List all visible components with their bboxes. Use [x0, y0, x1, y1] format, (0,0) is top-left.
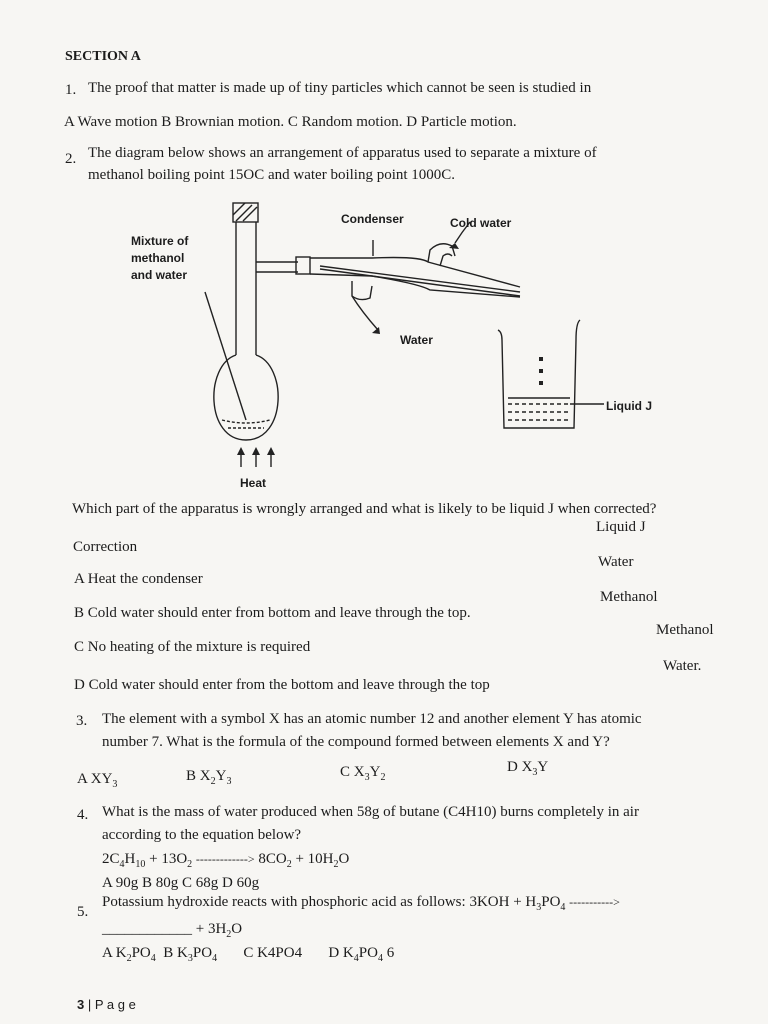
- label-water: Water: [400, 333, 433, 347]
- q3-line2: number 7. What is the formula of the compound formed between elements X and Y?: [102, 734, 610, 750]
- q3-option-d: D $X_3Y$: [507, 759, 549, 778]
- label-liquid-j: Liquid J: [606, 399, 652, 413]
- q5-number: 5.: [77, 904, 89, 920]
- q2-row-b-correction: B Cold water should enter from bottom and leave through the top.: [74, 605, 471, 621]
- q2-row-d-liquid: Water.: [663, 658, 702, 674]
- label-cold-water: Cold water: [450, 216, 512, 230]
- q2-row-d-correction: D Cold water should enter from the bottom and leave through the top: [74, 677, 490, 693]
- q4-options: A 90g B 80g C 68g D 60g: [102, 875, 260, 891]
- q2-question: Which part of the apparatus is wrongly arranged and what is likely to be liquid J when corrected?: [72, 501, 657, 517]
- q4-line1: What is the mass of water produced when 58g of butane (C4H10) burns completely in air: [102, 804, 639, 820]
- q2-row-a-correction: A Heat the condenser: [74, 571, 203, 587]
- q3-number: 3.: [76, 713, 88, 729]
- q2-line2: methanol boiling point 15OC and water boiling point 1000C.: [88, 167, 456, 183]
- q1-options: A Wave motion B Brownian motion. C Random motion. D Particle motion.: [64, 114, 517, 130]
- q3-option-a: A $XY_3$: [77, 771, 118, 790]
- q3-line1: The element with a symbol X has an atomic number 12 and another element Y has atomic: [102, 711, 642, 727]
- q2-col-liquid: Liquid J: [596, 519, 646, 535]
- q5-blank-line: ____________ + $3H_2O$: [102, 921, 243, 940]
- label-mixture-3: and water: [131, 268, 188, 282]
- q2-col-correction: Correction: [73, 539, 138, 555]
- q1-text: The proof that matter is made up of tiny particles which cannot be seen is studied in: [88, 80, 592, 96]
- label-condenser: Condenser: [341, 212, 404, 226]
- q3-option-c: C $X_3Y_2$: [340, 764, 386, 783]
- label-mixture-2: methanol: [131, 251, 185, 265]
- q2-row-b-liquid: Methanol: [600, 589, 658, 605]
- q2-row-c-correction: C No heating of the mixture is required: [74, 639, 311, 655]
- joint: [296, 257, 310, 274]
- q2-number: 2.: [65, 151, 77, 167]
- label-heat: Heat: [240, 476, 267, 490]
- q3-option-b: B $X_2Y_3$: [186, 768, 232, 787]
- q2-line1: The diagram below shows an arrangement of apparatus used to separate a mixture of: [88, 145, 597, 161]
- page-footer: 3 | P a g e: [77, 997, 136, 1012]
- label-mixture-1: Mixture of: [131, 234, 189, 248]
- q4-number: 4.: [77, 807, 89, 823]
- q2-row-a-liquid: Water: [598, 554, 634, 570]
- q1-number: 1.: [65, 82, 77, 98]
- q5-line1: Potassium hydroxide reacts with phosphoric acid as follows: $3KOH + H_3PO_4$ ----------->: [102, 894, 620, 913]
- q2-row-c-liquid: Methanol: [656, 622, 714, 638]
- q4-equation: $2C_4H_{10} + 13O_2$ -------------> $8CO_2 + 10H_2O$: [102, 851, 350, 870]
- q5-options: A $K_2PO_4$ B $K_3PO_4$ C K4PO4 D $K_4PO_4$ 6: [102, 945, 395, 964]
- round-bottom-flask: [214, 355, 278, 440]
- section-title: SECTION A: [65, 49, 141, 64]
- q4-line2: according to the equation below?: [102, 827, 302, 843]
